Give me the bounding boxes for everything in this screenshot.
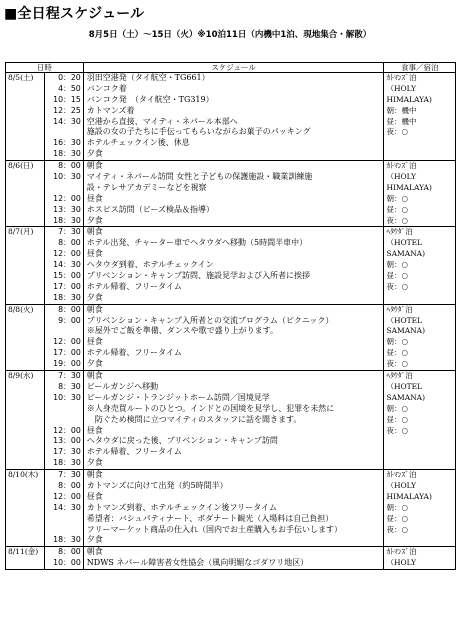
meal-line: （HOTEL bbox=[386, 238, 423, 248]
day-meal-lodging bbox=[384, 470, 456, 547]
entry-time: 12：00 bbox=[53, 249, 81, 259]
entry-time: 17：00 bbox=[53, 348, 81, 358]
meal-line: （HOLY bbox=[386, 558, 417, 568]
entry-text: 防ぐため検問に立つマイティのスタッフに話を聞きます。 bbox=[94, 414, 302, 424]
day-times bbox=[44, 161, 83, 227]
entry-time: 17：30 bbox=[53, 447, 81, 457]
header-meal: 食事／宿泊 bbox=[384, 63, 456, 73]
entry-time: 10：15 bbox=[53, 94, 81, 104]
entry-time: 18：30 bbox=[53, 215, 81, 225]
meal-line: SAMANA) bbox=[386, 392, 426, 402]
entry-time: 10：00 bbox=[53, 558, 81, 568]
entry-time bbox=[45, 183, 81, 194]
entry-time: 19：00 bbox=[53, 359, 81, 369]
meal-line: HIMALAYA) bbox=[386, 182, 432, 192]
entry-time: 12：00 bbox=[53, 425, 81, 435]
entry-time: 9：00 bbox=[58, 315, 81, 325]
meal-line: HIMALAYA) bbox=[386, 94, 432, 104]
day-times bbox=[44, 227, 83, 304]
entry-time: 7：30 bbox=[58, 227, 81, 237]
day-row bbox=[6, 161, 456, 227]
entry-text: 夕食 bbox=[86, 535, 103, 545]
entry-time: 7：30 bbox=[58, 470, 81, 480]
entry-time: 14：30 bbox=[53, 116, 81, 126]
meal-line: SAMANA) bbox=[386, 326, 426, 336]
entry-time: 12：25 bbox=[53, 105, 81, 115]
day-schedule bbox=[83, 161, 384, 227]
entry-text: ヘタウダ到着、ホテルチェックイン bbox=[86, 260, 214, 270]
lodging-label: ｶﾄﾏﾝｽﾞ泊 bbox=[386, 161, 417, 171]
lodging-label: ﾍﾀｳﾀﾞ泊 bbox=[386, 371, 413, 381]
meal-line: 朝：○ bbox=[386, 193, 409, 203]
entry-text: ヘタウダに戻った後、プリベンション・キャンプ訪問 bbox=[86, 436, 278, 446]
meal-line: 朝：○ bbox=[386, 337, 409, 347]
entry-text: ※屋外でご飯を準備、ダンスや歌で盛り上がります。 bbox=[86, 326, 278, 336]
entry-text: ビールガンジへ移動 bbox=[86, 381, 159, 391]
day-meal-lodging bbox=[384, 73, 456, 161]
entry-text: ホスピス訪問（ビーズ検品＆指導） bbox=[86, 204, 215, 214]
entry-text: 設・テレサアカデミーなどを視察 bbox=[86, 182, 207, 192]
entry-time bbox=[45, 525, 81, 536]
day-schedule bbox=[83, 73, 384, 161]
entry-text: フリーマーケット商品の仕入れ（国内でお土産購入もお手伝いします） bbox=[86, 524, 343, 534]
lodging-label: ﾍﾀｳﾀﾞ泊 bbox=[386, 227, 413, 237]
entry-time: 18：30 bbox=[53, 458, 81, 468]
entry-text: バンコク発 （タイ航空・TG319） bbox=[86, 94, 214, 104]
entry-time: 17：00 bbox=[53, 281, 81, 291]
day-row bbox=[6, 470, 456, 547]
day-row bbox=[6, 304, 456, 370]
entry-time: 8：00 bbox=[58, 304, 81, 314]
meal-line: 昼：○ bbox=[386, 271, 409, 281]
entry-text: カトマンズ着 bbox=[86, 105, 135, 115]
table-header-row bbox=[6, 63, 456, 73]
schedule-table bbox=[5, 62, 456, 570]
meal-line: （HOLY bbox=[386, 83, 417, 93]
meal-line: （HOLY bbox=[386, 480, 417, 490]
entry-time: 8：00 bbox=[58, 161, 81, 171]
day-row bbox=[6, 547, 456, 570]
entry-time: 7：30 bbox=[58, 371, 81, 381]
meal-line: （HOLY bbox=[386, 172, 417, 182]
day-date: 8/11(金) bbox=[6, 547, 45, 570]
meal-line: 朝：○ bbox=[386, 403, 409, 413]
entry-time: 18：30 bbox=[53, 149, 81, 159]
entry-text: 施設の女の子たちに手伝ってもらいながらお菓子のパッキング bbox=[86, 127, 311, 137]
meal-line: 夜：○ bbox=[386, 524, 409, 534]
day-date: 8/6(日) bbox=[6, 161, 45, 227]
meal-line: 昼：○ bbox=[386, 513, 409, 523]
day-meal-lodging bbox=[384, 547, 456, 570]
meal-line: SAMANA) bbox=[386, 249, 426, 259]
entry-text: NDWS ネパール障害者女性協会（風向明媚なゴダワリ地区） bbox=[86, 558, 309, 568]
header-date: 日時 bbox=[6, 63, 84, 73]
entry-text: 昼食 bbox=[86, 491, 103, 501]
entry-time: 18：30 bbox=[53, 292, 81, 302]
entry-time: 13：30 bbox=[53, 204, 81, 214]
entry-time: 16：30 bbox=[53, 138, 81, 148]
entry-text: マイティ・ネパール訪問 女性と子どもの保護施設・職業訓練施 bbox=[86, 172, 313, 182]
entry-time: 8：00 bbox=[58, 238, 81, 248]
entry-time: 4：50 bbox=[58, 83, 81, 93]
meal-line: 朝：○ bbox=[386, 502, 409, 512]
entry-text: 夕食 bbox=[86, 458, 103, 468]
entry-text: 朝食 bbox=[86, 304, 103, 314]
day-schedule bbox=[83, 227, 384, 304]
entry-text: 昼食 bbox=[86, 425, 103, 435]
entry-time bbox=[45, 415, 81, 426]
entry-time bbox=[45, 326, 81, 337]
entry-text: カトマンズに向けて出発（約5時間半） bbox=[86, 480, 228, 490]
lodging-label: ﾍﾀｳﾀﾞ泊 bbox=[386, 304, 413, 314]
meal-line: 夜：○ bbox=[386, 127, 409, 137]
meal-line: 夜：○ bbox=[386, 425, 409, 435]
lodging-label: ｶﾄﾏﾝｽﾞ泊 bbox=[386, 470, 417, 480]
day-schedule bbox=[83, 304, 384, 370]
entry-time: 12：00 bbox=[53, 193, 81, 203]
entry-time bbox=[45, 514, 81, 525]
entry-text: 夕食 bbox=[86, 149, 103, 159]
entry-text: 朝食 bbox=[86, 371, 103, 381]
entry-text: カトマンズ到着、ホテルチェックイン後フリータイム bbox=[86, 502, 278, 512]
day-meal-lodging bbox=[384, 304, 456, 370]
entry-text: プリベンション・キャンプ入所者との交流プログラム（ピクニック） bbox=[86, 315, 334, 325]
day-schedule bbox=[83, 371, 384, 470]
entry-text: ホテル帰着、フリータイム bbox=[86, 447, 182, 457]
entry-text: 朝食 bbox=[86, 227, 103, 237]
day-date: 8/5(土) bbox=[6, 73, 45, 161]
entry-text: 羽田空港発（タイ航空・TG661） bbox=[86, 73, 210, 82]
entry-time: 10：30 bbox=[53, 392, 81, 402]
entry-text: バンコク着 bbox=[86, 83, 127, 93]
day-times bbox=[44, 547, 83, 570]
entry-text: ホテル出発、チャーター車でヘタウダへ移動（5時間半車中） bbox=[86, 238, 308, 248]
meal-line: 朝：機中 bbox=[386, 105, 417, 115]
day-date: 8/8(火) bbox=[6, 304, 45, 370]
entry-time: 18：30 bbox=[53, 535, 81, 545]
entry-text: 朝食 bbox=[86, 161, 103, 171]
header-schedule: スケジュール bbox=[83, 63, 384, 73]
day-row bbox=[6, 227, 456, 304]
day-times bbox=[44, 73, 83, 161]
day-times bbox=[44, 304, 83, 370]
day-times bbox=[44, 371, 83, 470]
entry-time bbox=[45, 127, 81, 138]
day-date: 8/9(水) bbox=[6, 371, 45, 470]
trip-period: 8月5日（土）～15日（火）※10泊11日（内機中1泊、現地集合・解散） bbox=[88, 30, 372, 40]
meal-line: （HOTEL bbox=[386, 381, 423, 391]
entry-time: 0：20 bbox=[58, 73, 81, 82]
entry-time: 15：00 bbox=[53, 271, 81, 281]
entry-text: 朝食 bbox=[86, 547, 103, 557]
meal-line: HIMALAYA) bbox=[386, 491, 432, 501]
day-row bbox=[6, 73, 456, 161]
entry-time: 8：00 bbox=[58, 480, 81, 490]
entry-text: ホテルチェックイン後、休息 bbox=[86, 138, 190, 148]
day-schedule bbox=[83, 470, 384, 547]
day-row bbox=[6, 371, 456, 470]
entry-time: 13：00 bbox=[53, 436, 81, 446]
meal-line: 朝：○ bbox=[386, 260, 409, 270]
day-times bbox=[44, 470, 83, 547]
entry-time: 14：30 bbox=[53, 502, 81, 512]
day-meal-lodging bbox=[384, 227, 456, 304]
entry-text: 昼食 bbox=[86, 337, 103, 347]
entry-time: 12：00 bbox=[53, 491, 81, 501]
entry-text: ホテル帰着、フリータイム bbox=[86, 281, 182, 291]
day-meal-lodging bbox=[384, 161, 456, 227]
meal-line: 夜：○ bbox=[386, 215, 409, 225]
entry-time bbox=[45, 404, 81, 415]
meal-line: 夜：○ bbox=[386, 359, 409, 369]
entry-text: 昼食 bbox=[86, 249, 103, 259]
entry-text: ビールガンジ・トランジットホーム訪問／国境見学 bbox=[86, 392, 270, 402]
meal-line: （HOTEL bbox=[386, 315, 423, 325]
meal-line: 昼：○ bbox=[386, 204, 409, 214]
day-meal-lodging bbox=[384, 371, 456, 470]
page-title: ■全日程スケジュール bbox=[4, 6, 145, 22]
day-schedule bbox=[83, 547, 384, 570]
day-date: 8/7(月) bbox=[6, 227, 45, 304]
entry-text: 昼食 bbox=[86, 193, 103, 203]
entry-text: プリベンション・キャンプ訪問、施設見学および入所者に挨拶 bbox=[86, 271, 310, 281]
entry-time: 10：30 bbox=[53, 172, 81, 182]
day-date: 8/10(木) bbox=[6, 470, 45, 547]
entry-text: ホテル帰着、フリータイム bbox=[86, 348, 182, 358]
entry-time: 14：30 bbox=[53, 260, 81, 270]
meal-line: 夜：○ bbox=[386, 281, 409, 291]
entry-text: 夕食 bbox=[86, 359, 103, 369]
entry-text: 夕食 bbox=[86, 215, 103, 225]
lodging-label: ｶﾄﾏﾝｽﾞ泊 bbox=[386, 547, 417, 557]
entry-text: 希望者：バシュパティナート、ボダナート観光（入場料は自己負担） bbox=[86, 513, 334, 523]
meal-line: 昼：機中 bbox=[386, 116, 417, 126]
entry-time: 12：00 bbox=[53, 337, 81, 347]
meal-line: 昼：○ bbox=[386, 348, 409, 358]
entry-text: 夕食 bbox=[86, 292, 103, 302]
lodging-label: ｶﾄﾏﾝｽﾞ泊 bbox=[386, 73, 417, 82]
entry-time: 8：00 bbox=[58, 547, 81, 557]
entry-text: 空港から直接、マイティ・ネパール本部へ bbox=[86, 116, 238, 126]
meal-line: 昼：○ bbox=[386, 414, 409, 424]
entry-time: 8：30 bbox=[58, 381, 81, 391]
entry-text: ※人身売買ルートのひとつ。インドとの国境を見学し、犯罪を未然に bbox=[86, 403, 335, 413]
entry-text: 朝食 bbox=[86, 470, 103, 480]
